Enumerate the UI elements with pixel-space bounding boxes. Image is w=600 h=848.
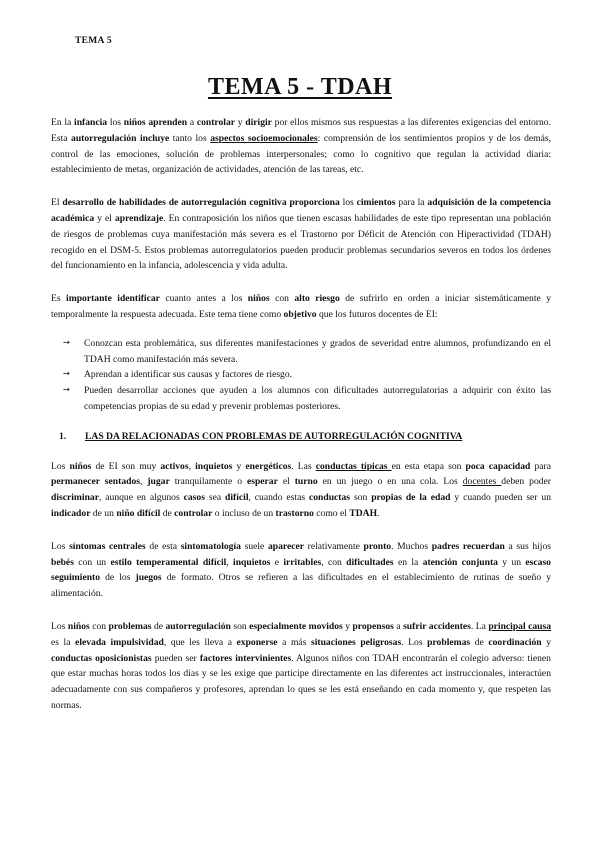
arrow-icon: ➙: [63, 369, 71, 380]
page-title: TEMA 5 - TDAH: [207, 74, 393, 100]
paragraph-symptoms: Los síntomas centrales de esta sintomatología suele aparecer relativamente pronto. Muchos padres recuerdan a sus hijos bebés con un estilo temperamental difícil, inquietos e irritables, con dificultades en la atención conjunta y un escaso seguimiento de los juegos de formato. Otros se refieren a las dificultades en el establecimiento de rutinas de sueño y alimentación.: [51, 540, 551, 600]
arrow-icon: ➙: [63, 337, 71, 348]
page-header: TEMA 5: [75, 36, 112, 46]
list-item: ➙ Conozcan esta problemática, sus diferentes manifestaciones y grados de severidad entre alumnos, profundizando en el TDAH como manifestación más severa.: [63, 337, 551, 365]
list-item: ➙ Aprendan a identificar sus causas y factores de riesgo.: [84, 367, 551, 383]
paragraph-intro: En la infancia los niños aprenden a controlar y dirigir por ellos mismos sus respuestas a las diferentes exigencias del entorno. Esta autorregulación incluye tanto los aspectos socioemocionales: comprensión de los sentimientos propios y de los demás, control de las emociones, solución de problemas interpersonales; como lo cognitivo que regulan la actividad diaria: establecimiento de metas, organización de actividades, atención de las tareas, etc.: [51, 117, 552, 176]
section-heading: 1. LAS DA RELACIONADAS CON PROBLEMAS DE AUTORREGULACIÓN COGNITIVA: [59, 430, 463, 442]
document-body: [51, 115, 551, 731]
paragraph-identify: Es importante identificar cuanto antes a los niños con alto riesgo de sufrirlo en orden a iniciar sistemáticamente y temporalmente la respuesta adecuada. Este tema tiene como objetivo que los futuros docentes de EI:: [51, 293, 551, 320]
paragraph-development: El desarrollo de habilidades de autorregulación cognitiva proporciona los cimientos para la adquisición de la competencia académica y el aprendizaje. En contraposición los niños que tienen escasas habilidades de este tipo representan una población de riesgos de problemas cuya manifestación más severa es el Trastorno por Déficit de Atención con Hiperactividad (TDAH) recogido en el DSM-5. Estos problemas autorregulatorios pueden producir problemas secundarios severos en todos los órdenes del funcionamiento en la infancia, adolescencia y vida adulta.: [51, 197, 551, 272]
paragraph-problems: Los niños con problemas de autorregulación son especialmente movidos y propensos a sufrir accidentes. La principal causa es la elevada impulsividad, que les lleva a exponerse a más situaciones peligrosas. Los problemas de coordinación y conductas oposicionistas pueden ser factores intervinientes. Algunos niños con TDAH encontrarán el colegio adverso: tienen que estar muchas horas todos los días y se les exige que participe directamente en las diferentes act instruccionales, interactúen adecuadamente con sus compañeros y profesores, aprendan lo ques se les está enseñando en cada momento y, que respeten las normas.: [51, 620, 552, 711]
objectives-list: [51, 336, 551, 415]
paragraph-typical-behaviour: Los niños de EI son muy activos, inquietos y energéticos. Las conductas típicas en esta etapa son poca capacidad para permanecer sentados, jugar tranquilamente o esperar el turno en un juego o en una cola. Los docentes deben poder discriminar, aunque en algunos casos sea difícil, cuando estas conductas son propias de la edad y cuando pueden ser un indicador de un niño difícil de controlar o incluso de un trastorno como el TDAH.: [51, 460, 552, 519]
arrow-icon: ➙: [63, 385, 71, 396]
list-item: ➙ Pueden desarrollar acciones que ayuden a los alumnos con dificultades autorregulatorias a adquirir con éxito las competencias propias de su edad y prevenir problemas posteriores.: [63, 385, 551, 412]
